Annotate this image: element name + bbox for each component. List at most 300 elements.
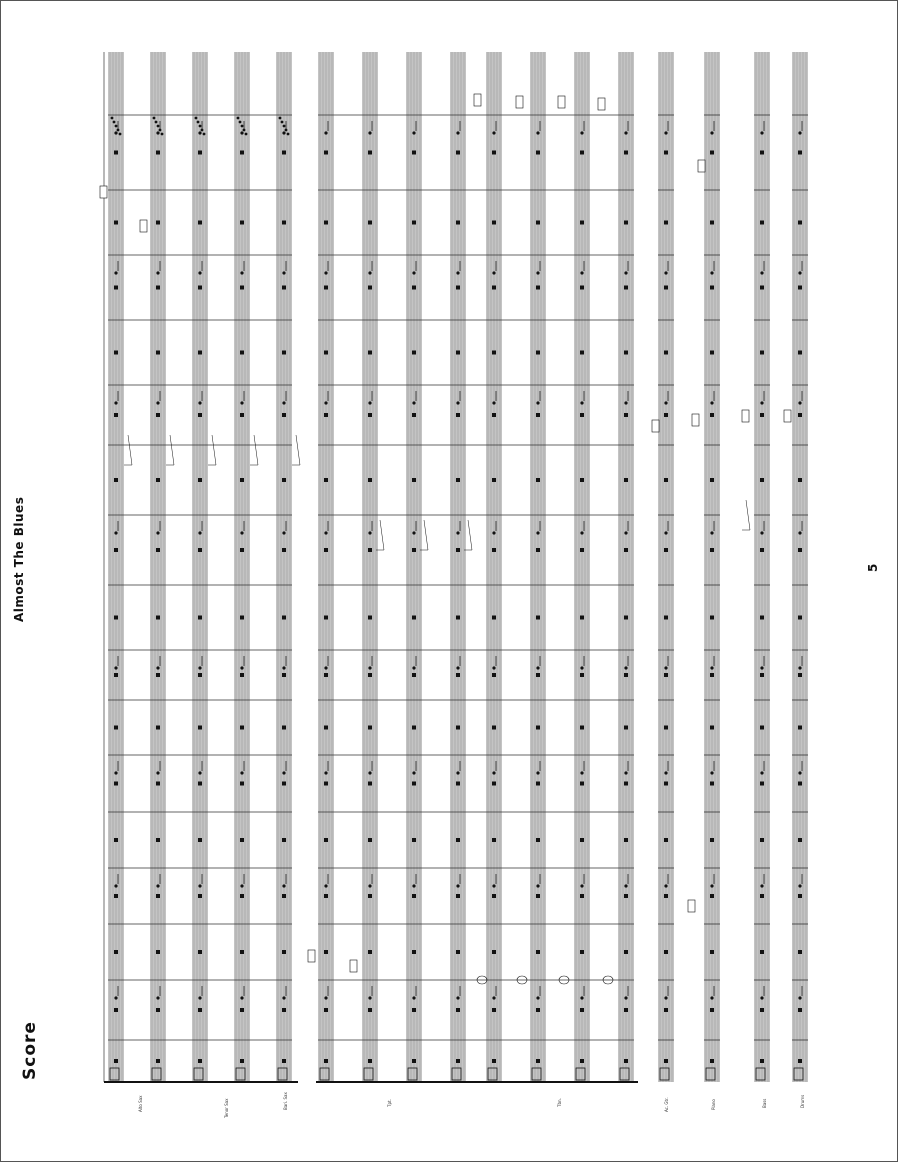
- rehearsal-box: [598, 98, 605, 110]
- note-mark: [114, 548, 118, 552]
- note-mark: [580, 1059, 584, 1063]
- note-mark: [760, 1008, 764, 1012]
- note-head: [664, 666, 667, 669]
- note-head: [324, 666, 327, 669]
- note-head: [624, 531, 627, 534]
- note-mark: [412, 894, 416, 898]
- note-mark: [664, 726, 668, 730]
- note-mark: [798, 950, 802, 954]
- note-head: [580, 996, 583, 999]
- note-mark: [240, 351, 244, 355]
- note-mark: [798, 726, 802, 730]
- note-mark: [412, 950, 416, 954]
- rehearsal-box: [516, 96, 523, 108]
- note-mark: [492, 413, 496, 417]
- note-head: [287, 133, 290, 136]
- note-mark: [240, 151, 244, 155]
- note-mark: [368, 413, 372, 417]
- note-mark: [580, 782, 584, 786]
- note-mark: [760, 478, 764, 482]
- note-mark: [664, 1008, 668, 1012]
- note-mark: [282, 726, 286, 730]
- note-head: [580, 666, 583, 669]
- note-head: [324, 131, 327, 134]
- note-mark: [580, 673, 584, 677]
- note-mark: [368, 782, 372, 786]
- note-mark: [710, 286, 714, 290]
- note-mark: [368, 478, 372, 482]
- note-mark: [368, 548, 372, 552]
- note-head: [664, 884, 667, 887]
- note-mark: [536, 151, 540, 155]
- note-mark: [456, 286, 460, 290]
- note-mark: [760, 548, 764, 552]
- note-head: [664, 996, 667, 999]
- note-head: [282, 401, 285, 404]
- note-mark: [324, 413, 328, 417]
- note-head: [111, 117, 114, 120]
- note-head: [412, 131, 415, 134]
- note-head: [240, 771, 243, 774]
- note-head: [199, 125, 202, 128]
- note-mark: [798, 838, 802, 842]
- note-mark: [456, 616, 460, 620]
- note-head: [760, 771, 763, 774]
- note-mark: [198, 782, 202, 786]
- note-head: [492, 884, 495, 887]
- note-mark: [456, 351, 460, 355]
- note-head: [580, 131, 583, 134]
- rehearsal-box: [742, 410, 749, 422]
- note-head: [710, 531, 713, 534]
- note-head: [279, 117, 282, 120]
- note-mark: [624, 151, 628, 155]
- note-mark: [324, 151, 328, 155]
- note-head: [114, 996, 117, 999]
- note-head: [624, 884, 627, 887]
- note-mark: [664, 351, 668, 355]
- note-mark: [114, 726, 118, 730]
- note-head: [114, 271, 117, 274]
- note-mark: [580, 1008, 584, 1012]
- note-mark: [492, 478, 496, 482]
- note-head: [198, 401, 201, 404]
- note-mark: [760, 351, 764, 355]
- note-mark: [368, 286, 372, 290]
- note-mark: [492, 1008, 496, 1012]
- note-head: [156, 131, 159, 134]
- note-mark: [710, 950, 714, 954]
- note-head: [161, 133, 164, 136]
- note-mark: [580, 894, 584, 898]
- note-mark: [798, 673, 802, 677]
- note-mark: [324, 616, 328, 620]
- note-mark: [282, 151, 286, 155]
- note-mark: [536, 673, 540, 677]
- note-head: [536, 531, 539, 534]
- note-mark: [624, 548, 628, 552]
- note-head: [159, 129, 162, 132]
- note-head: [456, 771, 459, 774]
- note-mark: [664, 894, 668, 898]
- note-mark: [156, 726, 160, 730]
- note-mark: [536, 950, 540, 954]
- note-head: [240, 401, 243, 404]
- note-mark: [710, 894, 714, 898]
- note-head: [156, 884, 159, 887]
- note-mark: [240, 221, 244, 225]
- note-head: [664, 131, 667, 134]
- note-mark: [536, 1008, 540, 1012]
- note-head: [156, 996, 159, 999]
- note-head: [237, 117, 240, 120]
- note-mark: [664, 151, 668, 155]
- note-mark: [412, 782, 416, 786]
- instrument-label-drums: Drums: [800, 1094, 805, 1108]
- note-mark: [492, 1059, 496, 1063]
- note-head: [282, 271, 285, 274]
- note-mark: [156, 838, 160, 842]
- note-head: [492, 271, 495, 274]
- note-mark: [456, 548, 460, 552]
- score-label: Score: [20, 1021, 40, 1080]
- note-mark: [198, 413, 202, 417]
- note-mark: [198, 548, 202, 552]
- note-head: [114, 531, 117, 534]
- note-mark: [240, 782, 244, 786]
- note-mark: [624, 726, 628, 730]
- note-mark: [240, 478, 244, 482]
- note-mark: [624, 351, 628, 355]
- note-mark: [664, 950, 668, 954]
- note-mark: [240, 1008, 244, 1012]
- note-mark: [580, 413, 584, 417]
- note-head: [492, 666, 495, 669]
- note-mark: [412, 726, 416, 730]
- note-mark: [412, 1059, 416, 1063]
- rehearsal-box: [558, 96, 565, 108]
- note-head: [240, 666, 243, 669]
- note-head: [760, 666, 763, 669]
- note-mark: [456, 1008, 460, 1012]
- note-head: [240, 996, 243, 999]
- note-head: [492, 531, 495, 534]
- note-mark: [282, 894, 286, 898]
- note-head: [624, 271, 627, 274]
- note-mark: [282, 548, 286, 552]
- note-mark: [114, 478, 118, 482]
- page-number: 5: [866, 563, 880, 572]
- note-mark: [624, 1008, 628, 1012]
- note-mark: [624, 478, 628, 482]
- note-mark: [368, 838, 372, 842]
- note-mark: [492, 950, 496, 954]
- note-mark: [412, 838, 416, 842]
- note-head: [412, 771, 415, 774]
- note-head: [198, 531, 201, 534]
- note-mark: [536, 894, 540, 898]
- note-mark: [114, 351, 118, 355]
- note-head: [492, 131, 495, 134]
- note-mark: [412, 478, 416, 482]
- note-mark: [114, 1008, 118, 1012]
- note-head: [536, 996, 539, 999]
- note-mark: [664, 478, 668, 482]
- note-head: [760, 271, 763, 274]
- note-head: [156, 666, 159, 669]
- rehearsal-box: [350, 960, 357, 972]
- note-head: [456, 271, 459, 274]
- rehearsal-box: [688, 900, 695, 912]
- note-mark: [456, 221, 460, 225]
- note-mark: [760, 838, 764, 842]
- note-head: [710, 666, 713, 669]
- note-mark: [536, 1059, 540, 1063]
- note-head: [798, 531, 801, 534]
- rehearsal-box: [140, 220, 147, 232]
- note-mark: [282, 782, 286, 786]
- note-mark: [198, 151, 202, 155]
- note-head: [282, 884, 285, 887]
- note-mark: [368, 1059, 372, 1063]
- note-mark: [798, 151, 802, 155]
- note-head: [624, 771, 627, 774]
- note-head: [114, 771, 117, 774]
- note-head: [798, 401, 801, 404]
- note-mark: [760, 950, 764, 954]
- note-mark: [536, 413, 540, 417]
- note-mark: [710, 782, 714, 786]
- note-mark: [664, 1059, 668, 1063]
- rehearsal-box: [784, 410, 791, 422]
- note-head: [580, 271, 583, 274]
- note-mark: [240, 548, 244, 552]
- note-head: [412, 996, 415, 999]
- note-head: [198, 131, 201, 134]
- note-mark: [536, 726, 540, 730]
- note-head: [119, 133, 122, 136]
- note-head: [536, 271, 539, 274]
- instrument-label-trumpet: Tpt.: [387, 1099, 392, 1107]
- hairpin: [166, 435, 174, 465]
- note-mark: [156, 1059, 160, 1063]
- instrument-label-bari-sax: Bari. Sax: [283, 1092, 288, 1110]
- note-mark: [198, 838, 202, 842]
- note-head: [198, 771, 201, 774]
- note-mark: [156, 673, 160, 677]
- note-mark: [324, 838, 328, 842]
- note-head: [798, 271, 801, 274]
- note-head: [368, 131, 371, 134]
- note-mark: [240, 894, 244, 898]
- note-mark: [664, 413, 668, 417]
- note-mark: [580, 838, 584, 842]
- note-mark: [798, 616, 802, 620]
- note-head: [492, 771, 495, 774]
- note-mark: [760, 413, 764, 417]
- note-mark: [114, 286, 118, 290]
- note-head: [156, 531, 159, 534]
- note-mark: [240, 1059, 244, 1063]
- note-mark: [710, 151, 714, 155]
- note-mark: [664, 673, 668, 677]
- note-mark: [198, 1008, 202, 1012]
- note-mark: [198, 1059, 202, 1063]
- note-mark: [324, 286, 328, 290]
- note-head: [710, 401, 713, 404]
- note-mark: [368, 726, 372, 730]
- note-mark: [798, 782, 802, 786]
- note-mark: [664, 286, 668, 290]
- note-head: [368, 271, 371, 274]
- note-mark: [114, 838, 118, 842]
- note-head: [536, 401, 539, 404]
- note-mark: [536, 478, 540, 482]
- note-head: [239, 121, 242, 124]
- note-head: [282, 996, 285, 999]
- note-head: [203, 133, 206, 136]
- note-mark: [456, 1059, 460, 1063]
- note-mark: [624, 413, 628, 417]
- note-mark: [798, 413, 802, 417]
- note-mark: [324, 894, 328, 898]
- note-head: [324, 996, 327, 999]
- note-head: [710, 131, 713, 134]
- note-mark: [492, 351, 496, 355]
- note-mark: [324, 673, 328, 677]
- note-mark: [198, 221, 202, 225]
- note-mark: [368, 1008, 372, 1012]
- instrument-label-piano: Piano: [711, 1099, 716, 1110]
- note-mark: [282, 221, 286, 225]
- note-mark: [710, 726, 714, 730]
- note-mark: [282, 673, 286, 677]
- note-head: [368, 531, 371, 534]
- note-mark: [240, 950, 244, 954]
- note-head: [536, 666, 539, 669]
- note-head: [282, 771, 285, 774]
- note-mark: [624, 782, 628, 786]
- note-mark: [710, 351, 714, 355]
- note-head: [580, 884, 583, 887]
- note-mark: [114, 673, 118, 677]
- rehearsal-box: [652, 420, 659, 432]
- note-head: [664, 401, 667, 404]
- note-mark: [760, 673, 764, 677]
- note-mark: [282, 1059, 286, 1063]
- rehearsal-box: [698, 160, 705, 172]
- note-mark: [710, 1059, 714, 1063]
- note-mark: [240, 838, 244, 842]
- note-mark: [114, 950, 118, 954]
- note-mark: [240, 726, 244, 730]
- note-mark: [760, 616, 764, 620]
- rehearsal-box: [474, 94, 481, 106]
- note-head: [798, 996, 801, 999]
- note-mark: [760, 1059, 764, 1063]
- note-head: [240, 884, 243, 887]
- rehearsal-box: [308, 950, 315, 962]
- note-mark: [240, 413, 244, 417]
- note-mark: [536, 782, 540, 786]
- note-mark: [492, 548, 496, 552]
- note-mark: [282, 950, 286, 954]
- note-mark: [456, 894, 460, 898]
- note-head: [456, 401, 459, 404]
- note-mark: [156, 1008, 160, 1012]
- note-mark: [156, 413, 160, 417]
- note-mark: [664, 782, 668, 786]
- note-mark: [412, 151, 416, 155]
- note-head: [324, 531, 327, 534]
- note-mark: [664, 548, 668, 552]
- note-head: [368, 401, 371, 404]
- note-mark: [156, 548, 160, 552]
- note-mark: [492, 838, 496, 842]
- note-mark: [412, 616, 416, 620]
- note-mark: [240, 616, 244, 620]
- note-head: [281, 121, 284, 124]
- note-mark: [456, 673, 460, 677]
- note-head: [710, 996, 713, 999]
- note-mark: [282, 478, 286, 482]
- note-mark: [798, 548, 802, 552]
- note-mark: [456, 950, 460, 954]
- note-mark: [368, 894, 372, 898]
- note-mark: [798, 351, 802, 355]
- note-mark: [456, 478, 460, 482]
- note-mark: [198, 286, 202, 290]
- note-mark: [368, 616, 372, 620]
- note-mark: [156, 286, 160, 290]
- note-head: [282, 666, 285, 669]
- note-mark: [798, 1059, 802, 1063]
- note-head: [580, 531, 583, 534]
- note-head: [710, 884, 713, 887]
- note-mark: [456, 782, 460, 786]
- note-head: [456, 996, 459, 999]
- note-mark: [282, 413, 286, 417]
- note-mark: [760, 894, 764, 898]
- note-head: [198, 996, 201, 999]
- note-mark: [492, 616, 496, 620]
- note-mark: [368, 950, 372, 954]
- note-head: [368, 666, 371, 669]
- note-head: [798, 131, 801, 134]
- instrument-label-alto-sax: Alto Sax: [138, 1095, 143, 1112]
- note-mark: [624, 894, 628, 898]
- note-mark: [114, 413, 118, 417]
- note-head: [624, 401, 627, 404]
- instrument-label-tenor-sax: Tenor Sax: [224, 1098, 229, 1118]
- page-title: Almost The Blues: [12, 496, 26, 622]
- note-mark: [324, 548, 328, 552]
- note-mark: [580, 616, 584, 620]
- note-mark: [580, 950, 584, 954]
- note-head: [624, 666, 627, 669]
- note-mark: [198, 616, 202, 620]
- note-mark: [492, 673, 496, 677]
- note-head: [324, 771, 327, 774]
- note-mark: [664, 616, 668, 620]
- instrument-label-guitar: Ac. Gtr.: [664, 1097, 669, 1112]
- note-head: [117, 129, 120, 132]
- note-mark: [198, 478, 202, 482]
- note-head: [456, 131, 459, 134]
- note-mark: [798, 286, 802, 290]
- note-head: [282, 531, 285, 534]
- note-head: [198, 666, 201, 669]
